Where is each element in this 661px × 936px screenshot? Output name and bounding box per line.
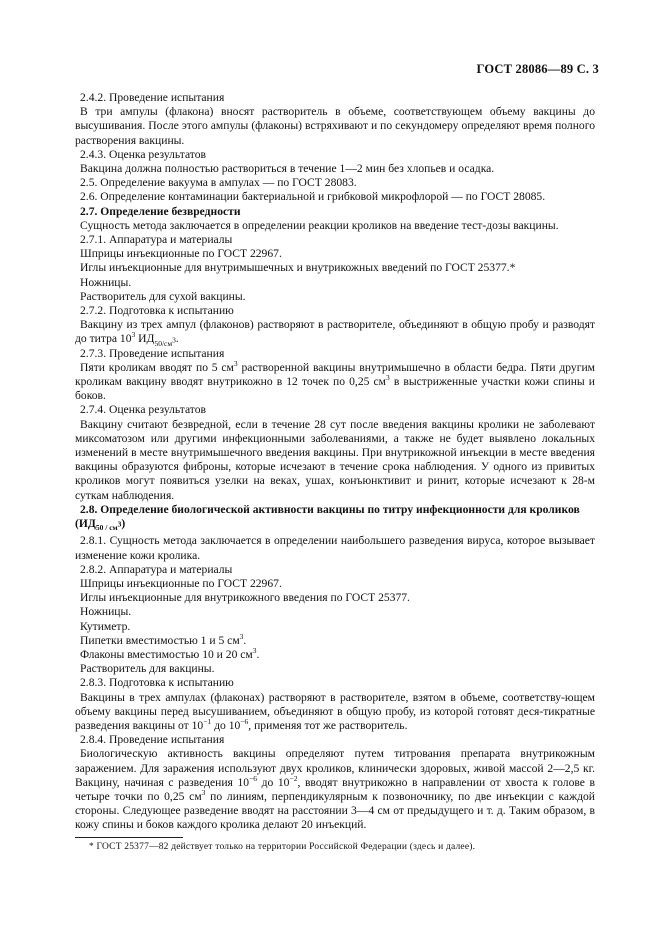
list-item: Пипетки вместимостью 1 и 5 $см^3$. xyxy=(80,631,247,647)
section-2-4-2-text: В три ампулы (флакона) вносят растворитель в объеме, соответствующем объему вакцины до высушивания. После этого ампулы (флаконы) встряхивают и по секундомеру определяют время полного растворения вакцины. xyxy=(75,105,595,147)
page-header: ГОСТ 28086—89 С. 3 xyxy=(476,62,599,76)
section-2-7-4-text: Вакцину считают безвредной, если в течение 28 сут после введения вакцины кролики не заболевают миксоматозом или другими инфекционными заболеваниями, а также не будет выявлено локальных изменений в месте внутримышечного введения вакцины. При внутрикожной инъекции в месте введения вакцины образуются фиброны, которые исчезают в течение срока наблюдения. У одного из привитых кроликов могут появиться узелки на веках, ушах, конъюнктивит и ринит, которые исчезают к 28-м суткам наблюдения. xyxy=(75,417,595,502)
list-item: Ножницы. xyxy=(80,605,132,619)
footnote-divider xyxy=(75,837,183,838)
section-2-8-1: 2.8.1. Сущность метода заключается в определении наибольшего разведения вируса, которое вызывает изменение кожи кролика. xyxy=(75,534,595,562)
list-item: Ножницы. xyxy=(80,275,132,289)
section-2-6: 2.6. Определение контаминации бактериальной и грибковой микрофлорой — по ГОСТ 28085. xyxy=(80,190,546,204)
section-2-7-1-title: 2.7.1. Аппаратура и материалы xyxy=(80,233,233,247)
section-2-7-3-title: 2.7.3. Проведение испытания xyxy=(80,346,225,360)
list-item: Шприцы инъекционные по ГОСТ 22967. xyxy=(80,247,282,261)
section-2-7-4-title: 2.7.4. Оценка результатов xyxy=(80,403,206,417)
list-item: Растворитель для вакцины. xyxy=(80,662,215,676)
section-2-7-title: 2.7. Определение безвредности xyxy=(80,204,241,218)
list-item: Иглы инъекционные для внутримышечных и внутрикожных введений по ГОСТ 25377.* xyxy=(80,261,516,275)
list-item: Иглы инъекционные для внутрикожного введения по ГОСТ 25377. xyxy=(80,591,410,605)
section-2-4-3-title: 2.4.3. Оценка результатов xyxy=(80,147,206,161)
section-2-8-4-text: Биологическую активность вакцины определяют путем титрования препарата внутрикожным заражением. Для заражения используют двух кроликов, клинически здоровых, живой массой 2—2,5 кг. Вакцину, начиная с разведения $10^{-6}$ до $10^{-2}$, вводят внутрикожно в направлении от хвоста к голове в четыре точки по 0,25 $см^3$ по линиям, перпендикулярным к позвоночнику, по две инъекции с каждой стороны. Следующее разведение вводят на расстоянии 3—4 см от предыдущего и т. д. Таким образом, в кожу спины и боков каждого кролика делают 20 инъекций. xyxy=(75,747,595,832)
section-2-8-3-title: 2.8.3. Подготовка к испытанию xyxy=(80,676,234,690)
section-2-7-2-text: Вакцину из трех ампул (флаконов) растворяют в растворителе, объединяют в общую пробу и разводят до титра $10^3$ $ИД_{50/см^3}$. xyxy=(75,318,595,348)
section-2-8-title: 2.8. Определение биологической активности вакцины по титру инфекционности для кроликов $(ИД_{50 / см^3})$ xyxy=(75,502,580,533)
list-item: Шприцы инъекционные по ГОСТ 22967. xyxy=(80,576,282,590)
list-item: Флаконы вместимостью 10 и 20 $см^3$. xyxy=(80,646,260,661)
section-2-7-text: Сущность метода заключается в определении реакции кроликов на введение тест-дозы вакцины. xyxy=(80,218,559,232)
section-2-7-3-text: Пяти кроликам вводят по 5 $см^3$ растворенной вакцины внутримышечно в области бедра. Пяти другим кроликам вакцину вводят внутрикожно в 12 точек по 0,25 $см^3$ в выстриженные участки кожи спины и боков. xyxy=(75,359,595,403)
section-2-8-4-title: 2.8.4. Проведение испытания xyxy=(80,733,225,747)
footnote: * ГОСТ 25377—82 действует только на территории Российской Федерации (здесь и далее). xyxy=(89,841,476,852)
section-2-4-2-title: 2.4.2. Проведение испытания xyxy=(80,91,225,104)
list-item: Кутиметр. xyxy=(80,619,131,633)
section-2-8-2-title: 2.8.2. Аппаратура и материалы xyxy=(80,562,233,576)
section-2-4-3-text: Вакцина должна полностью раствориться в течение 1—2 мин без хлопьев и осадка. xyxy=(80,162,495,176)
document-body xyxy=(75,91,595,853)
section-2-5: 2.5. Определение вакуума в ампулах — по ГОСТ 28083. xyxy=(80,176,357,190)
list-item: Растворитель для сухой вакцины. xyxy=(80,289,246,303)
section-2-7-2-title: 2.7.2. Подготовка к испытанию xyxy=(80,304,234,318)
section-2-8-3-text: Вакцины в трех ампулах (флаконах) растворяют в растворителе, взятом в объеме, соответству-ющем объему вакцины перед высушиванием, объединяют в общую пробу, из которой готовят деся-тикратные разведения вакцины от $10^{-1}$ до $10^{-6}$, применяя тот же растворитель. xyxy=(75,690,595,732)
